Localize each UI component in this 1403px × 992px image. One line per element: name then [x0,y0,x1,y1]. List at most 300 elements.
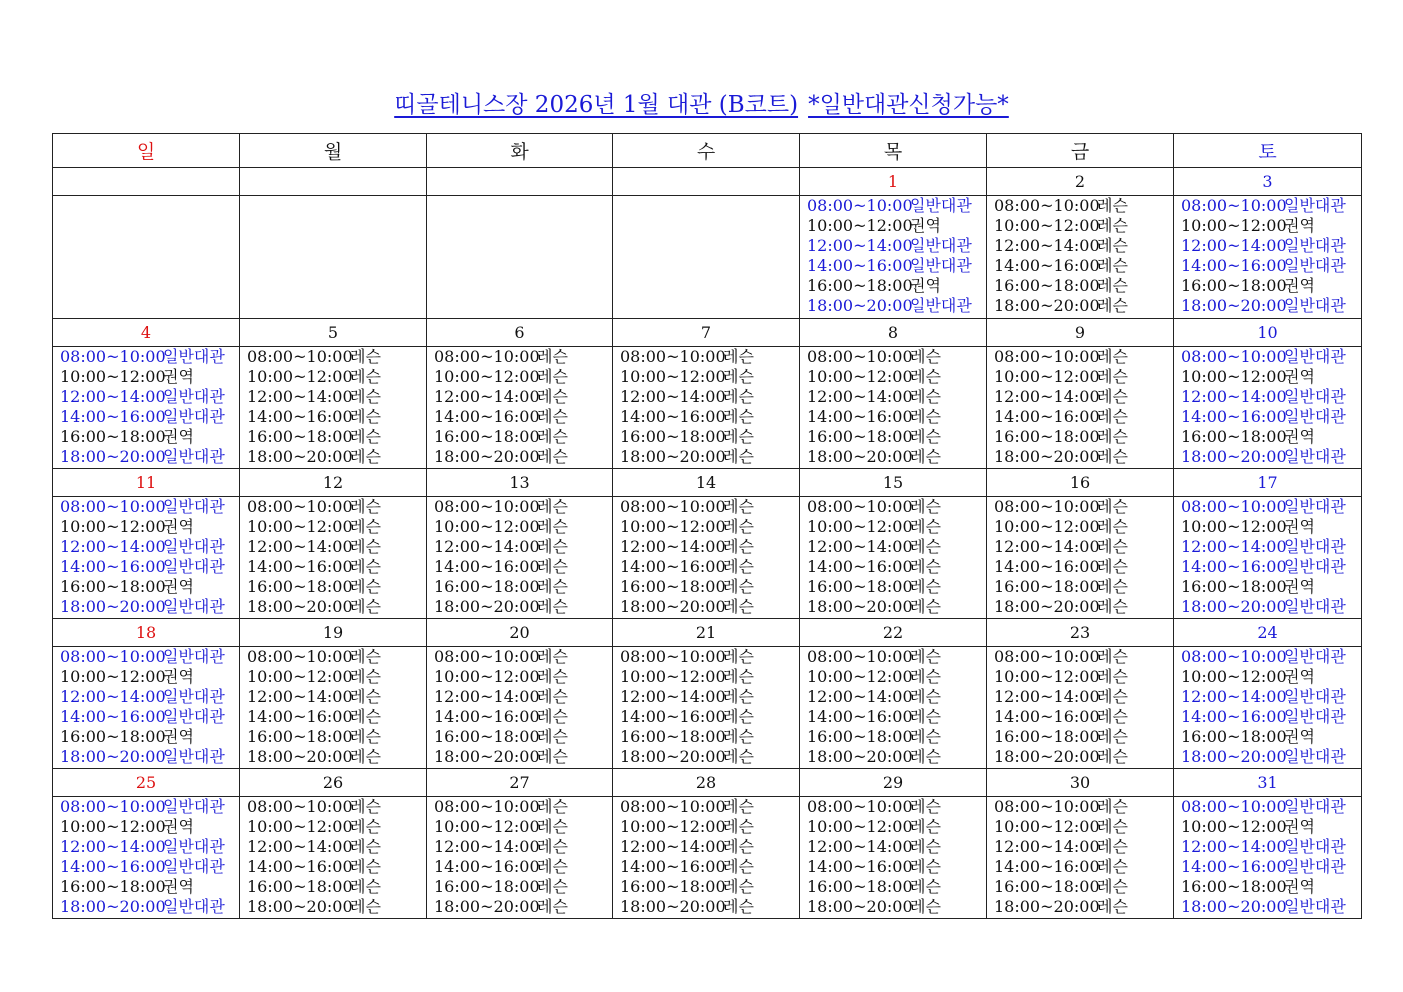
time-slot [240,497,426,517]
slot-label: 일반대관 [1284,256,1346,275]
slot-label: 레슨 [350,647,381,666]
slot-label: 일반대관 [163,797,225,816]
slot-label: 레슨 [350,577,381,596]
day-slots [613,347,800,469]
slot-time: 08:00~10:00 [60,797,166,816]
slot-time: 12:00~14:00 [247,837,353,856]
slot-time: 14:00~16:00 [1181,857,1287,876]
slot-time: 10:00~12:00 [807,216,913,235]
time-slot [427,687,612,707]
slot-label: 레슨 [1097,296,1128,315]
time-slot [1174,236,1361,256]
slot-label: 레슨 [910,707,941,726]
slot-label: 일반대관 [163,647,225,666]
slot-label: 레슨 [537,387,568,406]
slot-time: 12:00~14:00 [807,387,913,406]
slot-time: 14:00~16:00 [247,707,353,726]
slot-time: 14:00~16:00 [434,707,540,726]
time-slot [53,707,239,727]
slot-label: 레슨 [350,447,381,466]
time-slot [987,897,1173,917]
day-number [613,168,800,196]
slot-label: 레슨 [723,557,754,576]
slot-time: 18:00~20:00 [620,747,726,766]
slot-label: 레슨 [537,447,568,466]
slot-time: 10:00~12:00 [807,817,913,836]
slot-time: 16:00~18:00 [434,577,540,596]
slot-time: 16:00~18:00 [620,427,726,446]
title-notice: *일반대관신청가능* [808,92,1009,118]
slot-time: 10:00~12:00 [434,667,540,686]
slot-time: 16:00~18:00 [247,877,353,896]
time-slot [800,877,986,897]
time-slot [427,517,612,537]
slot-time: 18:00~20:00 [434,897,540,916]
slot-time: 18:00~20:00 [60,597,166,616]
day-number [53,168,240,196]
slot-label: 레슨 [723,577,754,596]
slot-time: 08:00~10:00 [1181,347,1287,366]
time-slot [800,276,986,296]
slot-label: 일반대관 [1284,407,1346,426]
day-slots [240,797,427,919]
slot-label: 레슨 [537,667,568,686]
day-number: 5 [240,319,427,347]
slot-time: 16:00~18:00 [60,727,166,746]
time-slot [987,597,1173,617]
time-slot [1174,797,1361,817]
slot-label: 레슨 [723,517,754,536]
slot-time: 10:00~12:00 [807,367,913,386]
slot-time: 14:00~16:00 [434,407,540,426]
weekday-mon: 월 [240,134,427,168]
slot-label: 레슨 [537,647,568,666]
slot-label: 일반대관 [163,707,225,726]
slot-time: 14:00~16:00 [807,557,913,576]
day-number: 1 [800,168,987,196]
slot-label: 권역 [1284,367,1315,386]
slot-time: 18:00~20:00 [1181,897,1287,916]
time-slot [427,707,612,727]
slot-label: 일반대관 [163,407,225,426]
slot-time: 08:00~10:00 [247,497,353,516]
day-slots [53,196,240,319]
time-slot [987,687,1173,707]
time-slot [240,747,426,767]
day-slots [53,647,240,769]
time-slot [240,407,426,427]
time-slot [1174,447,1361,467]
day-slots [427,647,613,769]
day-number: 31 [1174,769,1362,797]
day-number: 19 [240,619,427,647]
slot-time: 16:00~18:00 [1181,877,1287,896]
slot-label: 레슨 [350,687,381,706]
time-slot [1174,727,1361,747]
slot-time: 12:00~14:00 [620,837,726,856]
slot-label: 레슨 [723,597,754,616]
slot-label: 레슨 [723,497,754,516]
day-slots [613,647,800,769]
time-slot [800,597,986,617]
time-slot [1174,427,1361,447]
slot-label: 레슨 [1097,707,1128,726]
slot-time: 14:00~16:00 [807,256,913,275]
time-slot [613,427,799,447]
time-slot [800,837,986,857]
time-slot [800,897,986,917]
time-slot [427,727,612,747]
slot-label: 일반대관 [163,497,225,516]
week-date-row [53,769,1362,797]
day-number: 17 [1174,469,1362,497]
slot-label: 레슨 [910,877,941,896]
time-slot [613,367,799,387]
slot-label: 일반대관 [910,196,972,215]
slot-time: 12:00~14:00 [60,687,166,706]
slot-time: 18:00~20:00 [1181,747,1287,766]
slot-label: 일반대관 [1284,747,1346,766]
time-slot [53,537,239,557]
slot-label: 권역 [163,427,194,446]
slot-time: 10:00~12:00 [620,667,726,686]
slot-time: 10:00~12:00 [60,367,166,386]
time-slot [427,387,612,407]
slot-label: 권역 [163,367,194,386]
slot-label: 레슨 [350,877,381,896]
slot-time: 10:00~12:00 [1181,216,1287,235]
slot-label: 레슨 [537,597,568,616]
slot-time: 10:00~12:00 [1181,817,1287,836]
slot-label: 권역 [163,727,194,746]
slot-time: 12:00~14:00 [807,837,913,856]
slot-time: 18:00~20:00 [247,597,353,616]
slot-label: 레슨 [910,367,941,386]
slot-label: 레슨 [1097,877,1128,896]
slot-time: 08:00~10:00 [434,647,540,666]
slot-time: 16:00~18:00 [247,577,353,596]
time-slot [53,517,239,537]
time-slot [987,387,1173,407]
day-slots [800,497,987,619]
slot-time: 08:00~10:00 [807,797,913,816]
slot-label: 일반대관 [1284,537,1346,556]
slot-label: 레슨 [1097,517,1128,536]
day-number: 10 [1174,319,1362,347]
day-slots [240,647,427,769]
slot-label: 레슨 [723,647,754,666]
time-slot [53,877,239,897]
slot-label: 레슨 [910,537,941,556]
time-slot [800,707,986,727]
slot-label: 레슨 [910,897,941,916]
slot-label: 레슨 [910,667,941,686]
slot-label: 권역 [1284,427,1315,446]
slot-time: 12:00~14:00 [1181,236,1287,255]
slot-time: 08:00~10:00 [994,647,1100,666]
slot-time: 14:00~16:00 [994,407,1100,426]
time-slot [240,817,426,837]
slot-label: 레슨 [350,747,381,766]
slot-label: 권역 [163,517,194,536]
time-slot [240,857,426,877]
slot-time: 12:00~14:00 [434,837,540,856]
time-slot [800,857,986,877]
slot-time: 08:00~10:00 [60,647,166,666]
slot-label: 레슨 [910,497,941,516]
time-slot [1174,897,1361,917]
day-number: 11 [53,469,240,497]
slot-time: 08:00~10:00 [807,497,913,516]
slot-label: 레슨 [1097,367,1128,386]
day-slots [800,347,987,469]
time-slot [53,447,239,467]
slot-time: 16:00~18:00 [620,727,726,746]
time-slot [613,497,799,517]
slot-label: 레슨 [1097,747,1128,766]
time-slot [427,367,612,387]
time-slot [613,647,799,667]
slot-label: 레슨 [537,367,568,386]
time-slot [53,347,239,367]
slot-time: 10:00~12:00 [247,817,353,836]
slot-time: 14:00~16:00 [1181,707,1287,726]
time-slot [800,296,986,316]
slot-label: 레슨 [350,537,381,556]
time-slot [53,647,239,667]
slot-label: 레슨 [537,797,568,816]
time-slot [53,497,239,517]
time-slot [427,557,612,577]
slot-label: 레슨 [910,837,941,856]
time-slot [987,216,1173,236]
time-slot [1174,276,1361,296]
slot-label: 레슨 [350,837,381,856]
slot-label: 레슨 [910,517,941,536]
slot-label: 레슨 [910,647,941,666]
slot-time: 12:00~14:00 [434,387,540,406]
time-slot [613,537,799,557]
slot-label: 레슨 [1097,196,1128,215]
day-number: 24 [1174,619,1362,647]
slot-label: 레슨 [910,347,941,366]
time-slot [53,857,239,877]
slot-time: 18:00~20:00 [434,747,540,766]
slot-label: 레슨 [350,367,381,386]
time-slot [1174,707,1361,727]
slot-time: 14:00~16:00 [994,256,1100,275]
time-slot [240,427,426,447]
slot-time: 14:00~16:00 [620,407,726,426]
time-slot [987,296,1173,316]
slot-time: 18:00~20:00 [60,447,166,466]
slot-label: 레슨 [723,877,754,896]
slot-time: 14:00~16:00 [807,407,913,426]
slot-label: 일반대관 [1284,707,1346,726]
slot-time: 14:00~16:00 [60,557,166,576]
slot-label: 레슨 [350,517,381,536]
slot-label: 일반대관 [163,387,225,406]
slot-label: 일반대관 [1284,296,1346,315]
slot-label: 일반대관 [163,537,225,556]
time-slot [987,877,1173,897]
slot-time: 12:00~14:00 [1181,687,1287,706]
slot-time: 10:00~12:00 [434,517,540,536]
slot-time: 14:00~16:00 [247,407,353,426]
time-slot [427,837,612,857]
time-slot [53,427,239,447]
day-slots [987,647,1174,769]
slot-label: 레슨 [910,427,941,446]
slot-time: 12:00~14:00 [60,837,166,856]
slot-label: 일반대관 [1284,687,1346,706]
time-slot [240,837,426,857]
day-number [427,168,613,196]
time-slot [1174,817,1361,837]
slot-label: 레슨 [1097,797,1128,816]
day-slots [800,196,987,319]
slot-time: 16:00~18:00 [247,727,353,746]
slot-time: 16:00~18:00 [247,427,353,446]
slot-time: 16:00~18:00 [994,427,1100,446]
slot-time: 12:00~14:00 [1181,537,1287,556]
slot-time: 08:00~10:00 [994,196,1100,215]
time-slot [240,557,426,577]
time-slot [987,236,1173,256]
time-slot [240,647,426,667]
time-slot [427,347,612,367]
time-slot [53,577,239,597]
slot-label: 레슨 [1097,817,1128,836]
day-number: 14 [613,469,800,497]
slot-label: 레슨 [1097,447,1128,466]
day-number: 13 [427,469,613,497]
time-slot [240,797,426,817]
time-slot [613,687,799,707]
slot-label: 레슨 [1097,407,1128,426]
calendar-table [52,133,1362,919]
time-slot [987,407,1173,427]
slot-label: 일반대관 [1284,347,1346,366]
slot-time: 08:00~10:00 [620,497,726,516]
slot-label: 레슨 [537,837,568,856]
day-slots [1174,497,1362,619]
weekday-wed: 수 [613,134,800,168]
slot-time: 10:00~12:00 [994,517,1100,536]
slot-time: 14:00~16:00 [247,557,353,576]
day-number: 27 [427,769,613,797]
day-slots [800,647,987,769]
slot-time: 14:00~16:00 [807,707,913,726]
day-slots [1174,347,1362,469]
time-slot [53,367,239,387]
slot-label: 레슨 [1097,897,1128,916]
time-slot [1174,216,1361,236]
day-number: 8 [800,319,987,347]
time-slot [53,817,239,837]
slot-label: 레슨 [537,497,568,516]
day-slots [53,347,240,469]
weekday-thu: 목 [800,134,987,168]
day-number: 12 [240,469,427,497]
week-slot-row [53,647,1362,769]
slot-time: 10:00~12:00 [994,216,1100,235]
time-slot [427,427,612,447]
slot-label: 레슨 [1097,276,1128,295]
slot-label: 권역 [1284,216,1315,235]
weekday-sat: 토 [1174,134,1362,168]
slot-label: 레슨 [1097,537,1128,556]
time-slot [53,747,239,767]
slot-label: 레슨 [910,857,941,876]
slot-time: 08:00~10:00 [994,797,1100,816]
slot-label: 레슨 [1097,837,1128,856]
time-slot [240,447,426,467]
time-slot [240,577,426,597]
time-slot [613,707,799,727]
time-slot [800,196,986,216]
time-slot [427,597,612,617]
slot-time: 08:00~10:00 [994,497,1100,516]
slot-label: 권역 [163,877,194,896]
slot-label: 레슨 [350,897,381,916]
slot-time: 10:00~12:00 [60,667,166,686]
time-slot [613,727,799,747]
time-slot [987,537,1173,557]
time-slot [987,557,1173,577]
time-slot [987,256,1173,276]
slot-label: 레슨 [723,687,754,706]
time-slot [1174,196,1361,216]
time-slot [1174,577,1361,597]
slot-time: 16:00~18:00 [434,877,540,896]
time-slot [613,447,799,467]
slot-label: 레슨 [910,407,941,426]
slot-time: 12:00~14:00 [1181,387,1287,406]
slot-time: 14:00~16:00 [994,857,1100,876]
slot-time: 10:00~12:00 [434,367,540,386]
time-slot [800,216,986,236]
slot-label: 레슨 [910,687,941,706]
slot-time: 12:00~14:00 [807,687,913,706]
day-number: 9 [987,319,1174,347]
time-slot [800,687,986,707]
time-slot [53,797,239,817]
time-slot [800,537,986,557]
slot-label: 레슨 [537,727,568,746]
day-number: 16 [987,469,1174,497]
slot-time: 16:00~18:00 [807,427,913,446]
time-slot [800,427,986,447]
slot-time: 12:00~14:00 [994,837,1100,856]
slot-time: 08:00~10:00 [620,647,726,666]
slot-label: 권역 [1284,517,1315,536]
slot-label: 레슨 [1097,597,1128,616]
slot-label: 권역 [163,577,194,596]
slot-label: 레슨 [723,747,754,766]
time-slot [1174,687,1361,707]
slot-time: 14:00~16:00 [434,857,540,876]
week-date-row [53,168,1362,196]
slot-label: 레슨 [350,497,381,516]
slot-label: 레슨 [723,347,754,366]
slot-time: 14:00~16:00 [60,707,166,726]
time-slot [53,687,239,707]
time-slot [613,557,799,577]
time-slot [987,196,1173,216]
time-slot [987,817,1173,837]
slot-label: 레슨 [1097,216,1128,235]
